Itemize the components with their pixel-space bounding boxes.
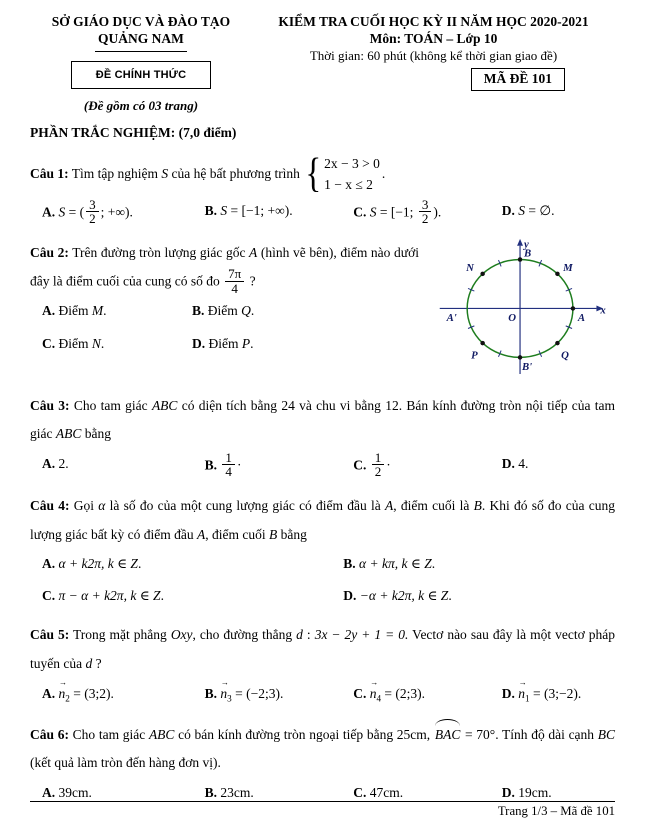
question-stem: [30, 392, 615, 449]
text: S: [220, 202, 228, 218]
option-label: A.: [42, 784, 56, 800]
figure-point: [480, 341, 485, 346]
text: = (3;−2).: [529, 685, 582, 701]
text: Điểm: [208, 335, 242, 351]
fraction: $\frac{7\pi}{4}$: [225, 267, 244, 295]
text: = ∅.: [525, 202, 555, 218]
figure-label: N: [466, 262, 474, 275]
question-1: [30, 151, 615, 227]
text: .: [431, 555, 436, 571]
option-b: [193, 680, 342, 708]
section-title: PHẦN TRẮC NGHIỆM: (7,0 điểm): [30, 124, 237, 140]
option-a: [30, 551, 331, 577]
figure-point: [571, 306, 576, 311]
text: = 70°. Tính độ dài cạnh: [461, 727, 598, 743]
question-number: Câu 1:: [30, 165, 69, 181]
question-number: Câu 5:: [30, 627, 70, 643]
option-c: [30, 331, 180, 357]
header: [30, 14, 615, 114]
text: π − α + k2π, k ∈ Z: [58, 587, 161, 603]
option-a: [30, 298, 180, 324]
option-label: C.: [353, 457, 367, 473]
text: có bán kính đường tròn ngoại tiếp bằng 25cm,: [174, 727, 434, 743]
text: = (: [65, 204, 85, 220]
fraction: $\frac{3}{2}$: [86, 198, 99, 226]
text: ).: [433, 204, 442, 220]
time-line: Thời gian: 60 phút (không kể thời gian giao đề): [309, 47, 558, 63]
text: S: [518, 202, 526, 218]
text: bằng: [81, 426, 111, 442]
questions: [30, 151, 616, 806]
text: .: [100, 335, 105, 351]
option-label: D.: [343, 587, 357, 603]
option-label: D.: [501, 455, 515, 471]
text: .: [160, 587, 164, 603]
options: [30, 198, 615, 226]
department-line2: QUẢNG NAM: [98, 30, 184, 46]
text: S: [369, 204, 377, 220]
text: d: [85, 655, 93, 671]
text: M: [91, 303, 104, 319]
option-label: D.: [501, 685, 515, 701]
text: B: [269, 526, 278, 542]
option-d: [490, 451, 615, 479]
text: của hệ bất phương trình: [168, 165, 304, 181]
system-line: 1 − x ≤ 2: [324, 176, 373, 192]
options: [30, 551, 615, 608]
text: N: [91, 335, 101, 351]
text: bằng: [277, 526, 307, 542]
text: Vectơ nào sau đây là một vectơ pháp tuyến của: [30, 627, 615, 671]
text: ABC: [55, 426, 82, 442]
text: Q: [241, 303, 251, 319]
text: .: [250, 335, 254, 351]
option-d: [490, 198, 615, 226]
text: .: [381, 165, 386, 181]
option-label: A.: [42, 204, 56, 220]
text: α + kπ, k ∈ Z: [359, 555, 432, 571]
question-number: Câu 2:: [30, 245, 69, 261]
question-stem: [30, 621, 615, 678]
figure-label: B': [522, 361, 533, 374]
text: B: [473, 498, 482, 514]
question-number: Câu 6:: [30, 727, 69, 743]
option-label: A.: [42, 555, 56, 571]
text: A: [385, 498, 394, 514]
header-right: [252, 14, 615, 91]
text: .: [448, 587, 452, 603]
text: = (2;3).: [381, 685, 426, 701]
text: = [−1; +∞).: [227, 202, 293, 218]
figure-point: [555, 341, 560, 346]
text: có diện tích bằng 24 và chu vi bằng 12. Bán kính đường tròn nội tiếp của tam giác: [30, 398, 616, 442]
question-number: Câu 3:: [30, 398, 70, 414]
text: Điểm: [58, 335, 92, 351]
question-stem: [30, 721, 615, 778]
text: ·: [236, 457, 242, 473]
text: (hình vẽ bên), điểm nào dưới đây là điểm cuối của cung có số đo: [30, 245, 419, 289]
text: Cho tam giác: [72, 727, 149, 743]
text: 23cm.: [220, 784, 254, 800]
figure-label: Q: [561, 349, 569, 362]
subject-line: Môn: TOÁN – Lớp 10: [369, 30, 498, 46]
text: = [−1;: [376, 204, 417, 220]
option-c: [341, 451, 490, 479]
figure-point: [480, 272, 485, 277]
question-number: Câu 4:: [30, 498, 70, 514]
option-b: [331, 551, 615, 577]
text: 39cm.: [58, 784, 92, 800]
option-b: [193, 451, 342, 479]
text: Điểm: [58, 303, 92, 319]
department-line1: SỞ GIÁO DỤC VÀ ĐÀO TẠO: [51, 14, 231, 29]
text: :: [302, 627, 315, 643]
text: .: [137, 555, 142, 571]
figure-label: y: [523, 238, 529, 251]
option-c: [30, 583, 331, 609]
system-line: 2x − 3 > 0: [324, 155, 380, 171]
text: α: [98, 498, 106, 514]
figure-point: [555, 272, 560, 277]
text: S: [58, 204, 66, 220]
text: (kết quả làm tròn đến hàng đơn vị).: [30, 755, 221, 771]
option-label: B.: [192, 303, 205, 319]
question-5: [30, 621, 615, 708]
figure-label: x: [600, 304, 606, 317]
vector-symbol: → $n_1$: [518, 680, 529, 708]
option-label: C.: [353, 685, 367, 701]
text: 19cm.: [518, 784, 552, 800]
option-label: A.: [42, 455, 56, 471]
option-label: C.: [42, 335, 56, 351]
text: −α + k2π, k ∈ Z: [359, 587, 449, 603]
text: ABC: [151, 398, 178, 414]
text: ?: [246, 273, 256, 289]
exam-title: KIỂM TRA CUỐI HỌC KỲ II NĂM HỌC 2020-2021: [278, 14, 589, 29]
option-c: [341, 198, 490, 226]
fraction: $\frac{3}{2}$: [419, 198, 432, 226]
text: , điểm cuối: [205, 526, 270, 542]
option-d: [180, 331, 350, 357]
text: ?: [92, 655, 102, 671]
text: .: [103, 303, 107, 319]
option-label: B.: [204, 202, 218, 218]
question-3: [30, 392, 615, 479]
option-b: [180, 298, 350, 324]
options: [30, 451, 615, 479]
question-2: [30, 239, 615, 379]
vector-symbol: → $n_4$: [370, 680, 381, 708]
fraction: $\frac{1}{4}$: [222, 451, 235, 479]
question-4: [30, 492, 615, 608]
vector-symbol: → $n_3$: [220, 680, 231, 708]
page-footer: Trang 1/3 – Mã đề 101: [30, 801, 615, 819]
option-label: A.: [42, 685, 56, 701]
text: 3x − 2y + 1 = 0.: [314, 627, 409, 643]
text: ABC: [148, 727, 175, 743]
text: 2.: [58, 455, 69, 471]
option-label: D.: [501, 784, 515, 800]
figure-label: P: [471, 349, 478, 362]
question-6: [30, 721, 615, 805]
option-a: [30, 451, 193, 479]
text: Trong mặt phẳng: [73, 627, 171, 643]
text: là số đo của một cung lượng giác có điểm đầu là: [105, 498, 386, 514]
vector-symbol: → $n_2$: [59, 680, 70, 708]
exam-code-box: MÃ ĐỀ 101: [471, 68, 565, 91]
text: Điểm: [207, 303, 242, 319]
option-label: C.: [353, 784, 367, 800]
options: [30, 298, 419, 356]
option-b: [193, 198, 342, 226]
text: BC: [597, 727, 616, 743]
option-label: B.: [204, 685, 218, 701]
text: = (3;2).: [69, 685, 114, 701]
text: 47cm.: [369, 784, 404, 800]
pages-note: (Đề gồm có 03 trang): [83, 97, 199, 113]
text: Gọi: [73, 498, 99, 514]
option-d: [490, 680, 615, 708]
figure-label: B: [523, 247, 532, 260]
option-label: D.: [192, 335, 206, 351]
header-left: [30, 14, 252, 114]
option-a: [30, 680, 193, 708]
option-a: [30, 198, 193, 226]
question-stem: [30, 151, 615, 197]
options: [30, 680, 615, 708]
text: Tìm tập nghiệm: [71, 165, 162, 181]
option-d: [331, 583, 615, 609]
option-label: B.: [204, 457, 218, 473]
option-label: A.: [42, 303, 56, 319]
text: , điểm cuối là: [393, 498, 474, 514]
text: 4.: [518, 455, 529, 471]
option-label: D.: [501, 202, 515, 218]
figure-point: [518, 257, 523, 262]
option-label: C.: [42, 587, 56, 603]
official-exam-box: ĐỀ CHÍNH THỨC: [71, 61, 212, 89]
text: P: [241, 335, 251, 351]
text: α + k2π, k ∈ Z: [58, 555, 138, 571]
text: .: [250, 303, 255, 319]
text: = (−2;3).: [231, 685, 284, 701]
text: d: [296, 627, 303, 643]
text: S: [161, 165, 169, 181]
brace: {: [305, 151, 322, 197]
fraction: $\frac{1}{2}$: [372, 451, 385, 479]
inequality-system: [305, 151, 380, 197]
figure-point: [518, 355, 523, 360]
option-label: C.: [353, 204, 367, 220]
option-label: B.: [343, 555, 356, 571]
figure-label: A: [577, 312, 586, 325]
unit-circle-figure: [429, 235, 615, 377]
figure-label: M: [563, 262, 573, 275]
figure-label: O: [508, 312, 517, 325]
text: ; +∞).: [100, 204, 133, 220]
figure-label: A': [446, 312, 457, 325]
option-c: [341, 680, 490, 708]
text: Cho tam giác: [73, 398, 152, 414]
text: Trên đường tròn lượng giác gốc: [72, 245, 250, 261]
text: A: [249, 245, 258, 261]
option-label: B.: [204, 784, 218, 800]
question-stem: [30, 492, 615, 549]
text: Oxy: [170, 627, 193, 643]
text: . Khi đó số đo của cung lượng giác bất kỳ có điểm đầu: [30, 498, 616, 542]
text: ·: [386, 457, 391, 473]
angle-arc: BAC: [434, 721, 462, 749]
text: , cho đường thẳng: [192, 627, 297, 643]
text: A: [197, 526, 206, 542]
